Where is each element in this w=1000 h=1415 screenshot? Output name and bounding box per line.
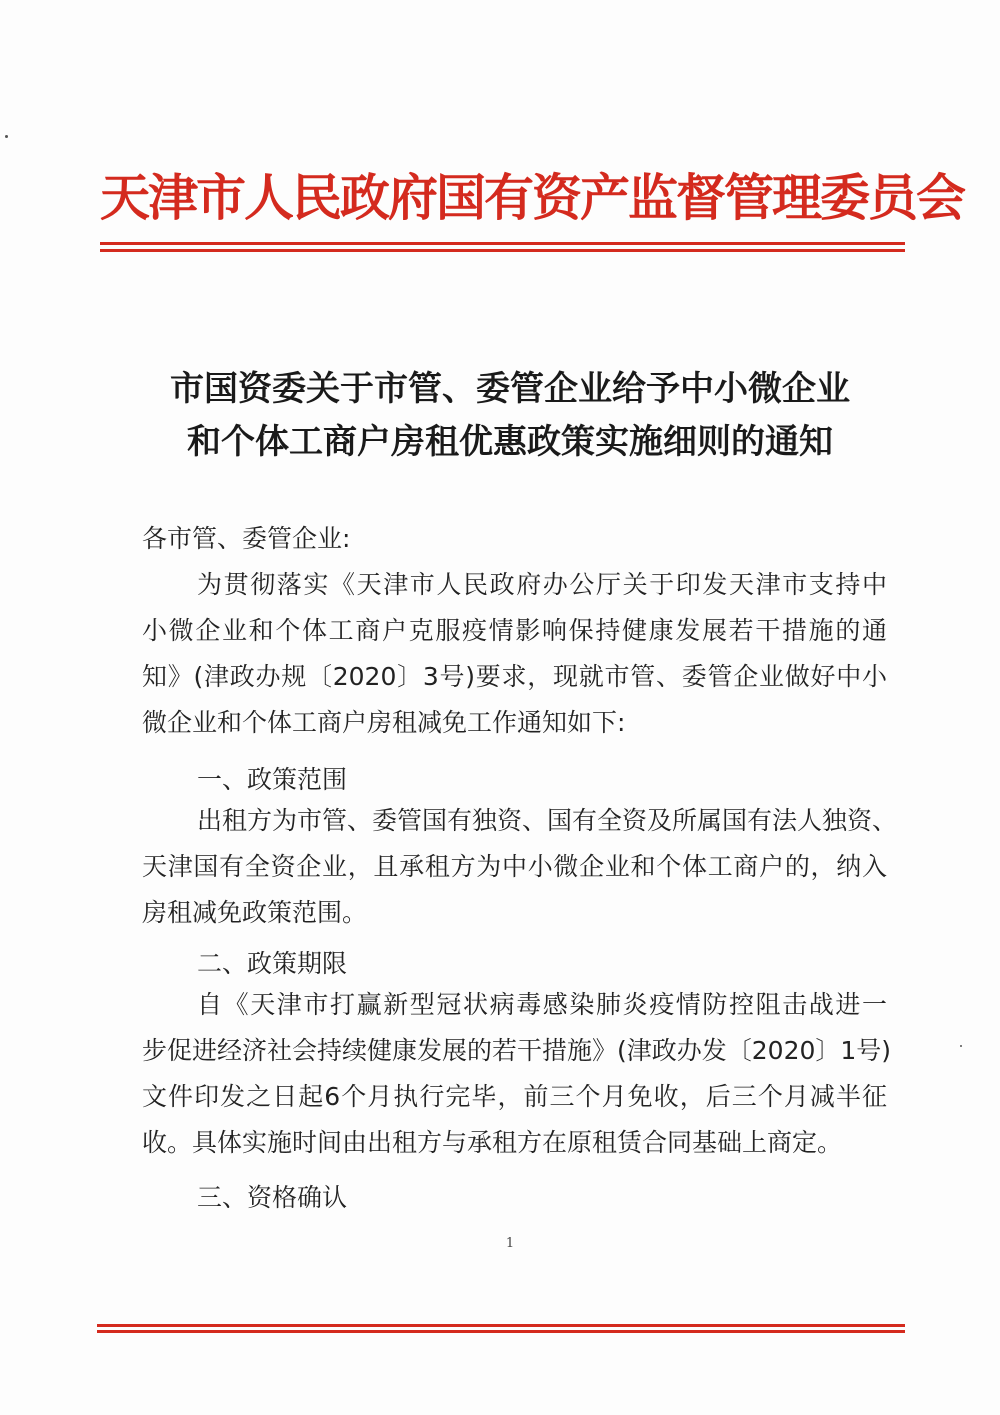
scan-speck xyxy=(5,135,8,138)
section-line: 文件印发之日起6个月执行完毕，前三个月免收，后三个月减半征 xyxy=(142,1082,887,1111)
section-line: 自《天津市打赢新型冠状病毒感染肺炎疫情防控阻击战进一 xyxy=(197,990,887,1019)
page-number: 1 xyxy=(505,1236,515,1251)
masthead-rule-lower xyxy=(100,249,905,252)
section-line: 步促进经济社会持续健康发展的若干措施》(津政办发〔2020〕1号) xyxy=(142,1036,892,1065)
section-line: 房租减免政策范围。 xyxy=(142,898,368,927)
section-period-paragraph xyxy=(142,982,892,1166)
section-heading-period: 二、政策期限 xyxy=(197,949,348,978)
footer-rule-upper xyxy=(97,1324,905,1327)
agency-masthead: 天津市人民政府国有资产监督管理委员会 xyxy=(100,168,964,227)
masthead-rule-upper xyxy=(100,242,905,245)
document-title-line-2: 和个体工商户房租优惠政策实施细则的通知 xyxy=(187,422,833,462)
intro-paragraph xyxy=(142,562,887,746)
section-line: 收。具体实施时间由出租方与承租方在原租赁合同基础上商定。 xyxy=(142,1128,843,1157)
intro-line: 微企业和个体工商户房租减免工作通知如下: xyxy=(142,708,626,737)
section-scope-paragraph xyxy=(142,798,898,936)
salutation xyxy=(142,516,887,562)
salutation-text: 各市管、委管企业: xyxy=(142,524,351,553)
intro-line: 知》(津政办规〔2020〕3号)要求，现就市管、委管企业做好中小 xyxy=(142,662,887,691)
section-heading-qualification: 三、资格确认 xyxy=(197,1183,348,1212)
section-heading-scope: 一、政策范围 xyxy=(197,765,348,794)
document-title xyxy=(100,363,920,469)
scan-speck xyxy=(960,1045,962,1047)
document-title-line-1: 市国资委关于市管、委管企业给予中小微企业 xyxy=(170,369,850,409)
intro-line: 小微企业和个体工商户克服疫情影响保持健康发展若干措施的通 xyxy=(142,616,887,645)
footer-rule-lower xyxy=(97,1330,905,1333)
intro-line: 为贯彻落实《天津市人民政府办公厅关于印发天津市支持中 xyxy=(197,570,887,599)
section-line: 出租方为市管、委管国有独资、国有全资及所属国有法人独资、 xyxy=(197,806,898,835)
section-line: 天津国有全资企业，且承租方为中小微企业和个体工商户的，纳入 xyxy=(142,852,887,881)
